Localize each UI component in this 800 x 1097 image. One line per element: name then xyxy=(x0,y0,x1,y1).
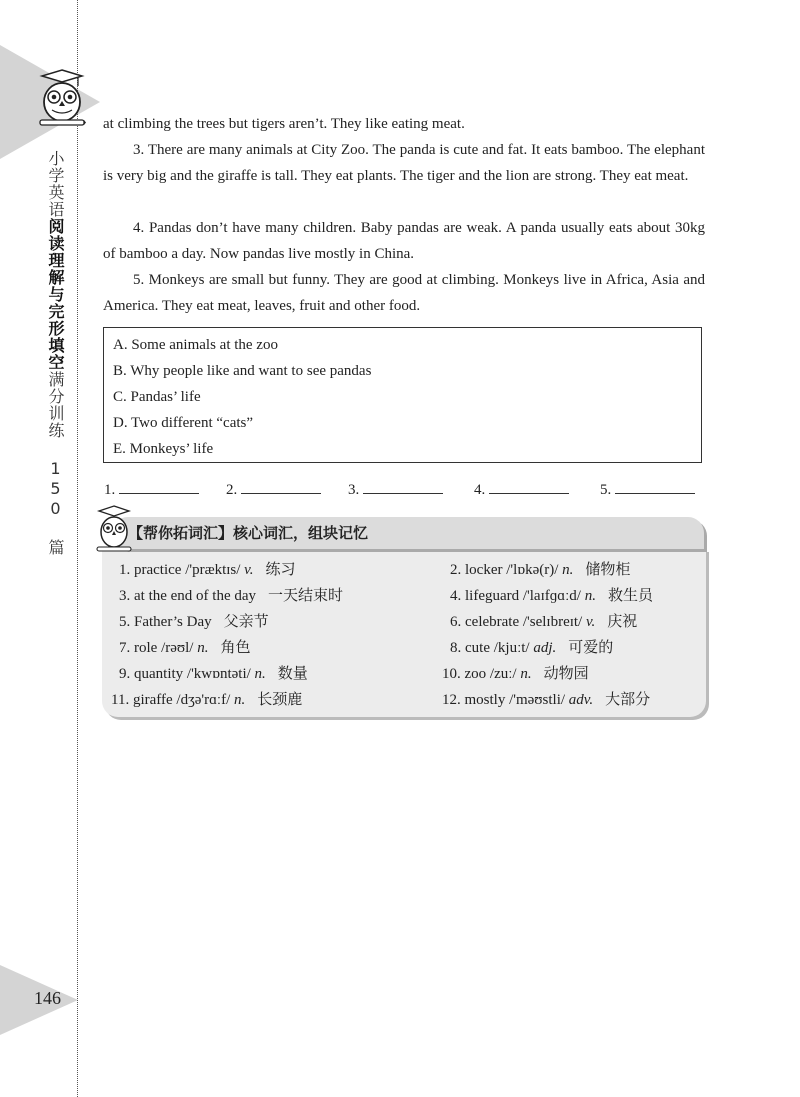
vocab-item-2 xyxy=(450,559,630,580)
owl-mascot-small-icon xyxy=(96,505,132,555)
vocab-meaning: 一天结束时 xyxy=(268,586,344,604)
vocab-pos: n. xyxy=(197,640,209,656)
vocab-item-7 xyxy=(119,637,250,658)
vocab-num: 1. xyxy=(119,562,131,578)
vocab-word: role /rəʊl/ xyxy=(134,640,194,656)
vocab-word: practice /'præktɪs/ xyxy=(134,562,241,578)
vocab-item-8 xyxy=(450,637,613,658)
passage-paragraph-3: 3. There are many animals at City Zoo. The panda is cute and fat. It eats bamboo. The elephant is very big and the giraffe is tall. They eat plants. The tiger and the lion are strong. They eat meat. xyxy=(103,142,705,184)
book-title-part-1: 小学英语 xyxy=(46,150,65,218)
vocab-num: 9. xyxy=(119,666,131,682)
answer-item-1 xyxy=(104,478,199,500)
vocab-item-10 xyxy=(442,663,589,684)
vocab-num: 6. xyxy=(450,614,462,630)
vocab-pos: v. xyxy=(585,614,596,630)
book-title-part-2: 满分训练 150 篇 xyxy=(46,371,65,556)
vocab-meaning: 可爱的 xyxy=(568,638,614,656)
vocab-item-4 xyxy=(450,585,653,606)
vocab-item-3 xyxy=(119,585,343,606)
owl-mascot-icon xyxy=(38,68,86,130)
vocab-pos: n. xyxy=(584,588,596,604)
vocab-word: zoo /zuː/ xyxy=(464,666,517,682)
vocab-num: 8. xyxy=(450,640,462,656)
answer-item-5 xyxy=(600,478,695,500)
answer-number-2: 2. xyxy=(226,482,238,498)
answer-blank-3[interactable] xyxy=(363,478,443,494)
vocab-word: cute /kjuːt/ xyxy=(465,640,530,656)
vocab-num: 3. xyxy=(119,588,131,604)
vocab-num: 5. xyxy=(119,614,131,630)
answer-blank-2[interactable] xyxy=(241,478,321,494)
answer-number-3: 3. xyxy=(348,482,360,498)
vocab-num: 2. xyxy=(450,562,462,578)
page-number: 146 xyxy=(34,988,61,1008)
vocab-item-6 xyxy=(450,611,637,632)
vocab-pos: n. xyxy=(520,666,532,682)
vocab-item-9 xyxy=(119,663,308,684)
vocab-word: locker /'lɒkə(r)/ xyxy=(465,562,559,578)
vocab-pos: adj. xyxy=(533,640,557,656)
vocab-num: 10. xyxy=(442,666,461,682)
vocab-num: 7. xyxy=(119,640,131,656)
vocab-num: 11. xyxy=(111,692,130,708)
passage-line-intro: at climbing the trees but tigers aren’t. They like eating meat. xyxy=(103,116,465,132)
answer-item-2 xyxy=(226,478,321,500)
answer-number-4: 4. xyxy=(474,482,486,498)
vocab-title: 【帮你拓词汇】核心词汇，组块记忆 xyxy=(128,524,369,542)
answer-item-4 xyxy=(474,478,569,500)
option-c: C. Pandas’ life xyxy=(113,389,201,405)
passage-paragraph-4: 4. Pandas don’t have many children. Baby pandas are weak. A panda usually eats about 30kg of bamboo a day. Now pandas live mostly in China. xyxy=(103,220,705,262)
option-a: A. Some animals at the zoo xyxy=(113,337,278,353)
vocab-item-5 xyxy=(119,611,269,632)
answer-item-3 xyxy=(348,478,443,500)
vocab-pos: n. xyxy=(562,562,574,578)
answer-blank-5[interactable] xyxy=(615,478,695,494)
option-b: B. Why people like and want to see pandas xyxy=(113,363,372,379)
vocab-pos: n. xyxy=(254,666,266,682)
vocab-item-1 xyxy=(119,559,295,580)
answer-number-5: 5. xyxy=(600,482,612,498)
margin-dotted-rule xyxy=(77,0,78,1097)
vocab-meaning: 角色 xyxy=(220,638,251,656)
vocab-pos: adv. xyxy=(568,692,594,708)
answer-blank-1[interactable] xyxy=(119,478,199,494)
vocab-word: lifeguard /'laɪfɡɑːd/ xyxy=(465,588,581,604)
vocab-word: quantity /'kwɒntəti/ xyxy=(134,666,251,682)
vocab-word: Father’s Day xyxy=(134,614,212,630)
vocab-meaning: 动物园 xyxy=(543,664,589,682)
vocab-num: 4. xyxy=(450,588,462,604)
answer-number-1: 1. xyxy=(104,482,116,498)
heading-options-box xyxy=(103,327,702,463)
vocab-pos: n. xyxy=(234,692,246,708)
vocab-meaning: 数量 xyxy=(277,664,308,682)
vocab-word: celebrate /'selɪbreɪt/ xyxy=(465,614,583,630)
vocab-meaning: 父亲节 xyxy=(223,612,269,630)
vocab-item-12 xyxy=(442,689,650,710)
vocab-word: giraffe /dʒə'rɑːf/ xyxy=(132,692,231,708)
vocab-meaning: 练习 xyxy=(265,560,296,578)
vocab-meaning: 大部分 xyxy=(605,690,651,708)
vocab-meaning: 庆祝 xyxy=(607,612,638,630)
book-title-part-bold: 阅读理解与完形填空 xyxy=(46,218,65,371)
vocab-item-11 xyxy=(111,689,302,710)
answer-row xyxy=(0,478,800,500)
answer-blank-4[interactable] xyxy=(489,478,569,494)
vocab-word: mostly /'məʊstli/ xyxy=(464,692,566,708)
option-d: D. Two different “cats” xyxy=(113,415,254,431)
vocab-meaning: 储物柜 xyxy=(585,560,631,578)
vocab-num: 12. xyxy=(442,692,461,708)
option-e: E. Monkeys’ life xyxy=(113,441,214,457)
vocab-word: at the end of the day xyxy=(134,588,257,604)
vocab-meaning: 救生员 xyxy=(607,586,653,604)
vocab-meaning: 长颈鹿 xyxy=(257,690,303,708)
passage-paragraph-5: 5. Monkeys are small but funny. They are good at climbing. Monkeys live in Africa, Asia and America. They eat meat, leaves, fruit and other food. xyxy=(103,272,705,314)
vocab-pos: v. xyxy=(244,562,254,578)
